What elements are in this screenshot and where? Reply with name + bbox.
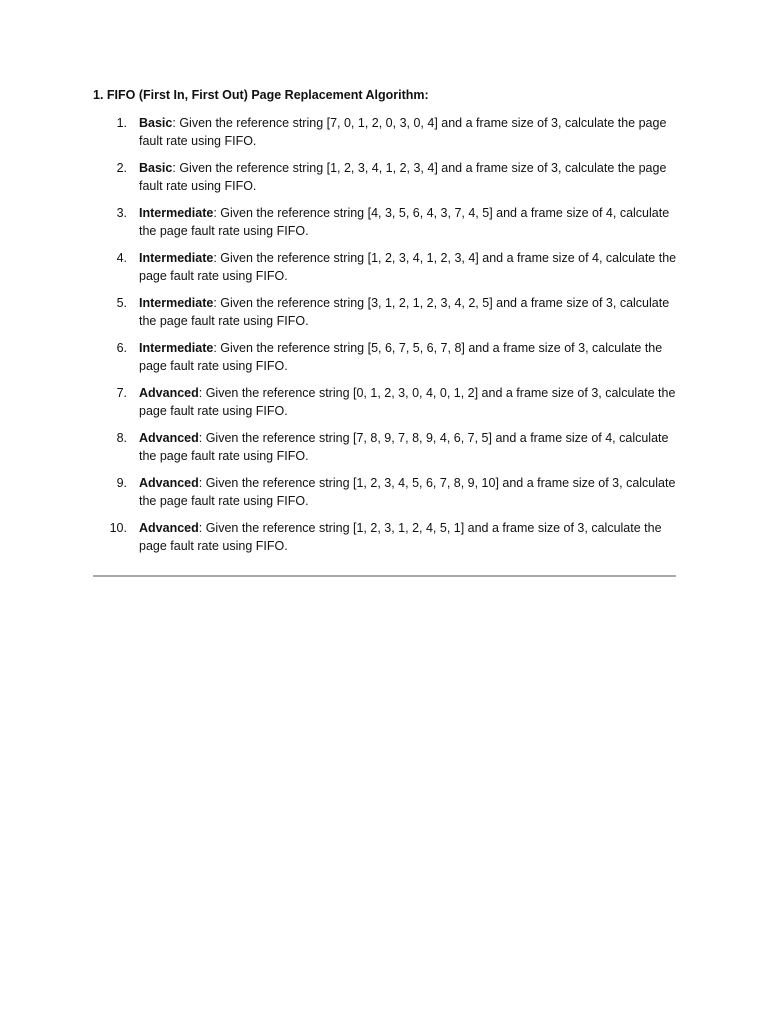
item-number: 4. xyxy=(116,251,127,265)
item-level-separator: : xyxy=(172,116,176,130)
item-level-separator: : xyxy=(198,476,203,490)
list-item xyxy=(93,294,678,339)
item-body: Given the reference string [4, 3, 5, 6, 4, 3, 7, 4, 5] and a frame size of 4, calculate the page fault rate using FIFO. xyxy=(139,206,670,238)
list-item xyxy=(93,204,678,249)
item-level: Intermediate xyxy=(139,296,214,310)
horizontal-rule xyxy=(93,575,676,577)
item-text xyxy=(139,429,679,465)
exercise-list xyxy=(93,114,678,564)
item-text xyxy=(139,384,679,420)
item-level: Advanced xyxy=(139,521,199,535)
item-level-separator: : xyxy=(213,251,217,265)
item-text xyxy=(139,114,679,150)
list-item xyxy=(93,249,678,294)
item-number: 5. xyxy=(116,296,127,310)
item-body: Given the reference string [1, 2, 3, 4, 1, 2, 3, 4] and a frame size of 4, calculate the page fault rate using FIFO. xyxy=(139,251,677,283)
item-number: 6. xyxy=(116,341,127,355)
item-number: 2. xyxy=(116,161,127,175)
item-level: Advanced xyxy=(139,386,199,400)
item-number: 9. xyxy=(116,476,127,490)
section-heading: 1. FIFO (First In, First Out) Page Replacement Algorithm: xyxy=(93,88,429,102)
item-level: Intermediate xyxy=(139,251,214,265)
list-item xyxy=(93,429,678,474)
item-level-separator: : xyxy=(198,521,203,535)
item-body: Given the reference string [3, 1, 2, 1, 2, 3, 4, 2, 5] and a frame size of 3, calculate the page fault rate using FIFO. xyxy=(139,296,670,328)
item-level-separator: : xyxy=(198,386,203,400)
item-level-separator: : xyxy=(213,296,217,310)
list-item xyxy=(93,474,678,519)
item-level: Basic xyxy=(139,161,173,175)
item-text xyxy=(139,339,679,375)
item-number: 8. xyxy=(116,431,127,445)
item-number: 10. xyxy=(109,521,127,535)
item-number: 7. xyxy=(116,386,127,400)
item-text xyxy=(139,519,679,555)
list-item xyxy=(93,519,678,564)
item-body: Given the reference string [1, 2, 3, 1, 2, 4, 5, 1] and a frame size of 3, calculate the page fault rate using FIFO. xyxy=(139,521,662,553)
item-level-separator: : xyxy=(213,341,217,355)
list-item xyxy=(93,384,678,429)
item-text xyxy=(139,159,679,195)
item-body: Given the reference string [7, 8, 9, 7, 8, 9, 4, 6, 7, 5] and a frame size of 4, calculate the page fault rate using FIFO. xyxy=(139,431,669,463)
list-item xyxy=(93,159,678,204)
item-level: Advanced xyxy=(139,431,199,445)
item-body: Given the reference string [5, 6, 7, 5, 6, 7, 8] and a frame size of 3, calculate the page fault rate using FIFO. xyxy=(139,341,663,373)
item-body: Given the reference string [1, 2, 3, 4, 1, 2, 3, 4] and a frame size of 3, calculate the page fault rate using FIFO. xyxy=(139,161,667,193)
item-level-separator: : xyxy=(172,161,176,175)
list-item xyxy=(93,114,678,159)
item-level: Intermediate xyxy=(139,206,214,220)
item-text xyxy=(139,204,679,240)
item-level-separator: : xyxy=(198,431,203,445)
item-number: 1. xyxy=(116,116,127,130)
item-level: Advanced xyxy=(139,476,199,490)
item-body: Given the reference string [7, 0, 1, 2, 0, 3, 0, 4] and a frame size of 3, calculate the page fault rate using FIFO. xyxy=(139,116,667,148)
item-body: Given the reference string [1, 2, 3, 4, 5, 6, 7, 8, 9, 10] and a frame size of 3, calculate the page fault rate using FIFO. xyxy=(139,476,676,508)
item-text xyxy=(139,249,679,285)
item-text xyxy=(139,294,679,330)
item-level-separator: : xyxy=(213,206,217,220)
item-number: 3. xyxy=(116,206,127,220)
list-item xyxy=(93,339,678,384)
item-text xyxy=(139,474,679,510)
item-level: Basic xyxy=(139,116,173,130)
item-level: Intermediate xyxy=(139,341,214,355)
item-body: Given the reference string [0, 1, 2, 3, 0, 4, 0, 1, 2] and a frame size of 3, calculate the page fault rate using FIFO. xyxy=(139,386,676,418)
